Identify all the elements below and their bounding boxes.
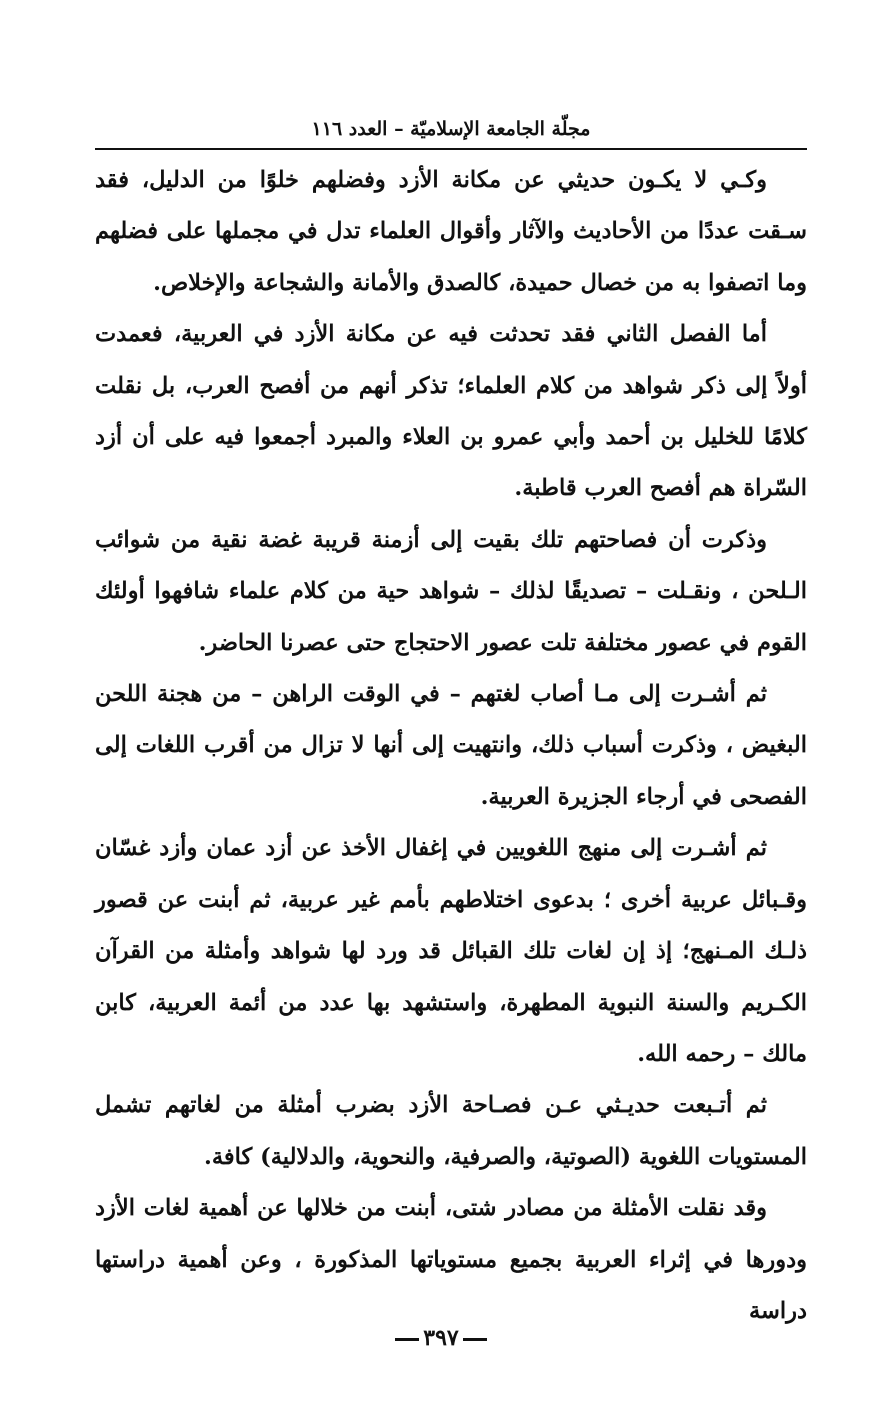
paragraph: أما الفصل الثاني فقد تحدثت فيه عن مكانة الأزد في العربية، فعمدت أولاً إلى ذكر شواهد من كلام العلماء؛ تذكر أنهم من أفصح العرب، بل نقلت كلامًا للخليل بن أحمد وأبي عمرو بن العلاء والمبرد أجمعوا فيه على أن أزد السّراة هم أفصح العرب قاطبة. — [95, 321, 807, 502]
paragraph: وقد نقلت الأمثلة من مصادر شتى، أبنت من خلالها عن أهمية لغات الأزد ودورها في إثراء العربية بجميع مستوياتها المذكورة ، وعن أهمية دراستها دراسة — [95, 1195, 807, 1324]
paragraph: وكـي لا يكـون حديثي عن مكانة الأزد وفضلهم خلوًا من الدليل، فقد سـقت عددًا من الأحاديث والآثار وأقوال العلماء تدل في مجملها على فضلهم وما اتصفوا به من خصال حميدة، كالصدق والأمانة والشجاعة والإخلاص. — [95, 167, 807, 296]
paragraph: ثم أشـرت إلى مـا أصاب لغتهم – في الوقت الراهن – من هجنة اللحن البغيض ، وذكرت أسباب ذلك، وانتهيت إلى أنها لا تزال من أقرب اللغات إلى الفصحى في أرجاء الجزيرة العربية. — [95, 681, 807, 810]
body-text — [95, 155, 807, 1337]
footer-dash-left — [463, 1338, 487, 1341]
header-rule — [95, 148, 807, 150]
paragraph: وذكرت أن فصاحتهم تلك بقيت إلى أزمنة قريبة غضة نقية من شوائب الـلحن ، ونقـلت – تصديقًا لذلك – شواهد حية من كلام علماء شافهوا أولئك القوم في عصور مختلفة تلت عصور الاحتجاج حتى عصرنا الحاضر. — [95, 526, 807, 656]
paragraph: ثم أشـرت إلى منهج اللغويين في إغفال الأخذ عن أزد عمان وأزد غسّان وقـبائل عربية أخرى ؛ بدعوى اختلاطهم بأمم غير عربية، ثم أبنت عن قصور ذلـك المـنهج؛ إذ إن لغات تلك القبائل قد ورد لها شواهد وأمثلة من القرآن الكـريم والسنة النبوية المطهرة، واستشهد بها عدد من أئمة العربية، كابن مالك – رحمه الله. — [95, 835, 807, 1067]
paragraph: ثم أتـبعت حديـثي عـن فصـاحة الأزد بضرب أمثلة من لغاتهم تشمل المستويات اللغوية (الصوتية، والصرفية، والنحوية، والدلالية) كافة. — [95, 1092, 807, 1170]
footer-dash-right — [395, 1338, 419, 1341]
running-header: مجلّة الجامعة الإسلاميّة – العدد ١١٦ — [311, 118, 591, 140]
page-number: ٣٩٧ — [423, 1325, 459, 1351]
page-footer — [0, 1318, 882, 1358]
